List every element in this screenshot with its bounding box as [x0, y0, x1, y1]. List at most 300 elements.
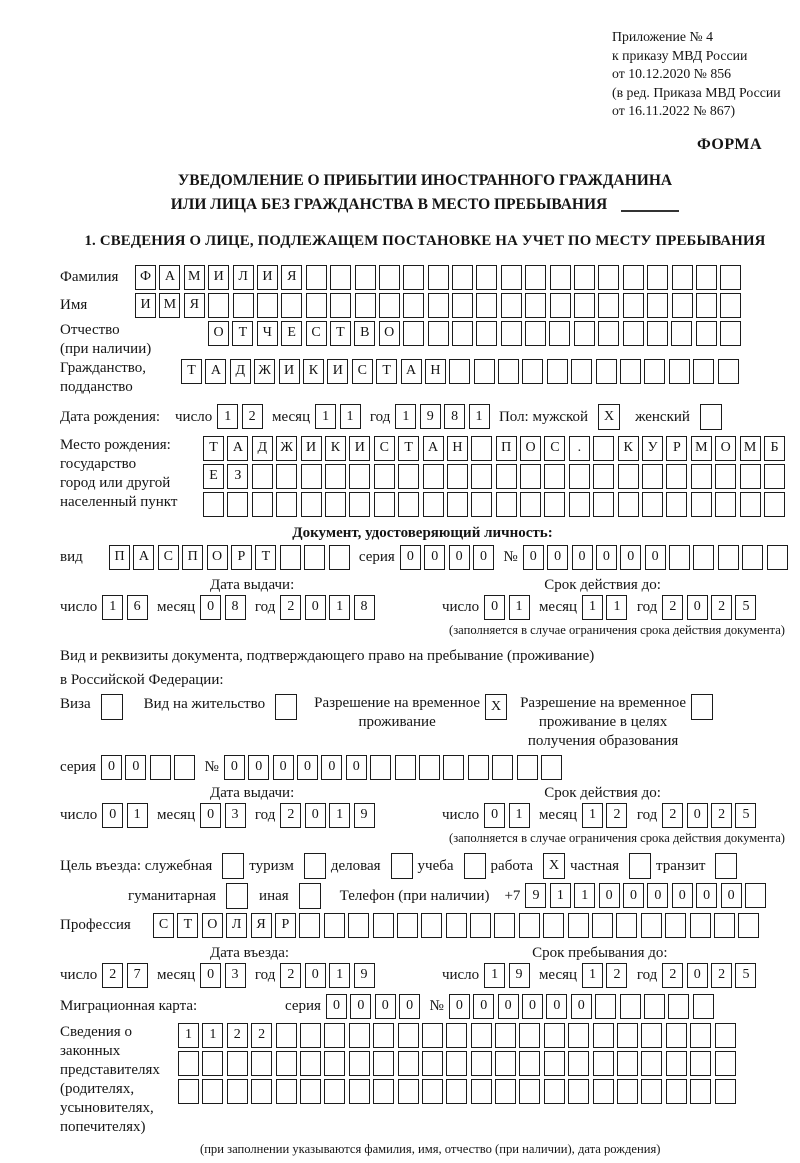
char-cell[interactable] — [174, 755, 195, 780]
char-cell[interactable] — [593, 436, 614, 461]
visa-checkbox[interactable] — [101, 694, 123, 720]
char-cell[interactable]: 1 — [202, 1023, 223, 1048]
char-cell[interactable] — [476, 293, 497, 318]
char-cell[interactable]: 0 — [101, 755, 122, 780]
char-cell[interactable] — [446, 913, 467, 938]
char-cell[interactable] — [593, 464, 614, 489]
char-cell[interactable]: О — [208, 321, 229, 346]
char-cell[interactable] — [620, 994, 641, 1019]
char-cell[interactable] — [669, 359, 690, 384]
char-cell[interactable] — [468, 755, 489, 780]
char-cell[interactable]: 8 — [225, 595, 246, 620]
char-cell[interactable]: 5 — [735, 963, 756, 988]
char-cell[interactable] — [520, 492, 541, 517]
char-cell[interactable]: 0 — [424, 545, 445, 570]
char-cell[interactable] — [715, 464, 736, 489]
char-cell[interactable] — [691, 492, 712, 517]
char-cell[interactable] — [470, 913, 491, 938]
char-cell[interactable]: 3 — [225, 803, 246, 828]
char-cell[interactable]: Н — [425, 359, 446, 384]
char-cell[interactable]: 2 — [280, 963, 301, 988]
char-cell[interactable]: 0 — [696, 883, 717, 908]
char-cell[interactable] — [373, 1023, 394, 1048]
temp-residence-checkbox[interactable]: X — [485, 694, 507, 720]
char-cell[interactable] — [501, 265, 522, 290]
char-cell[interactable]: 2 — [662, 803, 683, 828]
char-cell[interactable]: 0 — [672, 883, 693, 908]
char-cell[interactable]: 2 — [280, 595, 301, 620]
char-cell[interactable] — [428, 321, 449, 346]
char-cell[interactable] — [449, 359, 470, 384]
char-cell[interactable]: И — [349, 436, 370, 461]
char-cell[interactable]: 2 — [606, 803, 627, 828]
char-cell[interactable] — [373, 913, 394, 938]
char-cell[interactable]: 2 — [662, 963, 683, 988]
char-cell[interactable]: 1 — [178, 1023, 199, 1048]
char-cell[interactable]: Н — [447, 436, 468, 461]
char-cell[interactable] — [550, 293, 571, 318]
char-cell[interactable] — [281, 293, 302, 318]
char-cell[interactable] — [672, 293, 693, 318]
char-cell[interactable] — [691, 464, 712, 489]
char-cell[interactable] — [422, 1079, 443, 1104]
char-cell[interactable] — [379, 293, 400, 318]
char-cell[interactable]: О — [379, 321, 400, 346]
char-cell[interactable] — [715, 492, 736, 517]
char-cell[interactable]: 0 — [473, 994, 494, 1019]
char-cell[interactable]: 1 — [340, 404, 361, 429]
char-cell[interactable] — [398, 1051, 419, 1076]
char-cell[interactable]: 1 — [127, 803, 148, 828]
char-cell[interactable] — [522, 359, 543, 384]
char-cell[interactable]: Б — [764, 436, 785, 461]
char-cell[interactable] — [718, 545, 739, 570]
char-cell[interactable] — [280, 545, 301, 570]
char-cell[interactable] — [519, 1051, 540, 1076]
char-cell[interactable] — [642, 464, 663, 489]
char-cell[interactable] — [568, 1051, 589, 1076]
edu-residence-checkbox[interactable] — [691, 694, 713, 720]
char-cell[interactable]: Л — [233, 265, 254, 290]
char-cell[interactable]: Т — [398, 436, 419, 461]
char-cell[interactable] — [693, 994, 714, 1019]
char-cell[interactable] — [647, 265, 668, 290]
char-cell[interactable] — [306, 293, 327, 318]
char-cell[interactable] — [550, 265, 571, 290]
char-cell[interactable] — [571, 359, 592, 384]
char-cell[interactable] — [452, 265, 473, 290]
char-cell[interactable] — [715, 1079, 736, 1104]
purpose-private-checkbox[interactable] — [629, 853, 651, 879]
char-cell[interactable] — [718, 359, 739, 384]
char-cell[interactable]: 2 — [227, 1023, 248, 1048]
char-cell[interactable]: 0 — [687, 803, 708, 828]
char-cell[interactable] — [301, 492, 322, 517]
char-cell[interactable] — [617, 1051, 638, 1076]
char-cell[interactable] — [568, 913, 589, 938]
char-cell[interactable]: К — [325, 436, 346, 461]
char-cell[interactable]: 1 — [329, 803, 350, 828]
char-cell[interactable] — [501, 293, 522, 318]
char-cell[interactable] — [666, 1023, 687, 1048]
char-cell[interactable] — [520, 464, 541, 489]
char-cell[interactable] — [398, 492, 419, 517]
char-cell[interactable] — [620, 359, 641, 384]
char-cell[interactable] — [349, 1023, 370, 1048]
char-cell[interactable]: 0 — [623, 883, 644, 908]
char-cell[interactable] — [549, 321, 570, 346]
char-cell[interactable]: 0 — [687, 963, 708, 988]
char-cell[interactable] — [276, 1023, 297, 1048]
char-cell[interactable] — [617, 1023, 638, 1048]
char-cell[interactable] — [592, 913, 613, 938]
char-cell[interactable] — [740, 464, 761, 489]
char-cell[interactable]: 0 — [645, 545, 666, 570]
char-cell[interactable] — [471, 1051, 492, 1076]
char-cell[interactable]: 0 — [102, 803, 123, 828]
char-cell[interactable]: Т — [232, 321, 253, 346]
char-cell[interactable] — [397, 913, 418, 938]
purpose-study-checkbox[interactable] — [464, 853, 486, 879]
char-cell[interactable] — [740, 492, 761, 517]
char-cell[interactable] — [447, 492, 468, 517]
char-cell[interactable] — [423, 492, 444, 517]
char-cell[interactable]: 0 — [721, 883, 742, 908]
char-cell[interactable] — [257, 293, 278, 318]
char-cell[interactable]: Р — [275, 913, 296, 938]
char-cell[interactable]: 0 — [326, 994, 347, 1019]
char-cell[interactable]: 1 — [582, 595, 603, 620]
char-cell[interactable]: 0 — [620, 545, 641, 570]
char-cell[interactable] — [403, 265, 424, 290]
char-cell[interactable] — [471, 464, 492, 489]
char-cell[interactable] — [496, 464, 517, 489]
char-cell[interactable] — [690, 1079, 711, 1104]
char-cell[interactable] — [379, 265, 400, 290]
char-cell[interactable]: 9 — [354, 963, 375, 988]
char-cell[interactable]: П — [109, 545, 130, 570]
char-cell[interactable] — [668, 994, 689, 1019]
char-cell[interactable] — [598, 265, 619, 290]
char-cell[interactable] — [738, 913, 759, 938]
char-cell[interactable] — [616, 913, 637, 938]
char-cell[interactable] — [569, 492, 590, 517]
char-cell[interactable] — [696, 293, 717, 318]
char-cell[interactable]: 2 — [662, 595, 683, 620]
char-cell[interactable] — [598, 321, 619, 346]
char-cell[interactable] — [720, 321, 741, 346]
char-cell[interactable]: С — [544, 436, 565, 461]
char-cell[interactable]: У — [642, 436, 663, 461]
char-cell[interactable] — [233, 293, 254, 318]
char-cell[interactable] — [641, 1079, 662, 1104]
char-cell[interactable] — [330, 293, 351, 318]
char-cell[interactable] — [355, 265, 376, 290]
char-cell[interactable] — [525, 321, 546, 346]
purpose-work-checkbox[interactable]: X — [543, 853, 565, 879]
purpose-other-checkbox[interactable] — [299, 883, 321, 909]
char-cell[interactable] — [304, 545, 325, 570]
char-cell[interactable] — [349, 1051, 370, 1076]
char-cell[interactable] — [325, 492, 346, 517]
char-cell[interactable]: М — [159, 293, 180, 318]
char-cell[interactable]: 1 — [395, 404, 416, 429]
char-cell[interactable] — [544, 1023, 565, 1048]
char-cell[interactable]: Ч — [257, 321, 278, 346]
char-cell[interactable] — [495, 1051, 516, 1076]
char-cell[interactable]: 8 — [444, 404, 465, 429]
char-cell[interactable] — [202, 1079, 223, 1104]
char-cell[interactable]: М — [691, 436, 712, 461]
char-cell[interactable]: 1 — [484, 963, 505, 988]
char-cell[interactable] — [370, 755, 391, 780]
char-cell[interactable]: 0 — [305, 595, 326, 620]
char-cell[interactable]: 8 — [354, 595, 375, 620]
char-cell[interactable] — [647, 293, 668, 318]
char-cell[interactable] — [764, 492, 785, 517]
char-cell[interactable]: 0 — [596, 545, 617, 570]
char-cell[interactable] — [471, 1023, 492, 1048]
char-cell[interactable] — [544, 464, 565, 489]
char-cell[interactable] — [452, 321, 473, 346]
char-cell[interactable] — [428, 293, 449, 318]
char-cell[interactable] — [617, 1079, 638, 1104]
char-cell[interactable] — [644, 994, 665, 1019]
char-cell[interactable] — [492, 755, 513, 780]
char-cell[interactable]: Ж — [254, 359, 275, 384]
char-cell[interactable]: 0 — [571, 994, 592, 1019]
char-cell[interactable]: 2 — [711, 595, 732, 620]
purpose-tourism-checkbox[interactable] — [304, 853, 326, 879]
char-cell[interactable] — [574, 293, 595, 318]
char-cell[interactable] — [544, 1079, 565, 1104]
char-cell[interactable] — [446, 1079, 467, 1104]
male-checkbox[interactable]: X — [598, 404, 620, 430]
char-cell[interactable]: 0 — [399, 994, 420, 1019]
char-cell[interactable] — [543, 913, 564, 938]
char-cell[interactable]: 1 — [606, 595, 627, 620]
char-cell[interactable]: 0 — [400, 545, 421, 570]
char-cell[interactable]: А — [227, 436, 248, 461]
char-cell[interactable] — [642, 492, 663, 517]
char-cell[interactable]: 0 — [572, 545, 593, 570]
char-cell[interactable] — [501, 321, 522, 346]
char-cell[interactable] — [300, 1051, 321, 1076]
char-cell[interactable]: К — [303, 359, 324, 384]
char-cell[interactable]: И — [327, 359, 348, 384]
char-cell[interactable]: 0 — [273, 755, 294, 780]
char-cell[interactable]: 0 — [224, 755, 245, 780]
char-cell[interactable] — [428, 265, 449, 290]
char-cell[interactable] — [419, 755, 440, 780]
char-cell[interactable] — [541, 755, 562, 780]
char-cell[interactable]: 0 — [346, 755, 367, 780]
char-cell[interactable] — [672, 265, 693, 290]
char-cell[interactable]: А — [205, 359, 226, 384]
char-cell[interactable] — [276, 492, 297, 517]
char-cell[interactable] — [324, 1079, 345, 1104]
char-cell[interactable] — [398, 1023, 419, 1048]
char-cell[interactable]: 6 — [127, 595, 148, 620]
char-cell[interactable]: С — [158, 545, 179, 570]
char-cell[interactable]: 0 — [599, 883, 620, 908]
char-cell[interactable]: О — [202, 913, 223, 938]
char-cell[interactable]: 0 — [321, 755, 342, 780]
char-cell[interactable] — [544, 1051, 565, 1076]
char-cell[interactable] — [495, 1023, 516, 1048]
char-cell[interactable]: И — [279, 359, 300, 384]
char-cell[interactable]: 1 — [509, 803, 530, 828]
char-cell[interactable]: 9 — [354, 803, 375, 828]
char-cell[interactable] — [423, 464, 444, 489]
char-cell[interactable]: 1 — [217, 404, 238, 429]
char-cell[interactable] — [517, 755, 538, 780]
char-cell[interactable]: 0 — [484, 595, 505, 620]
char-cell[interactable]: Т — [330, 321, 351, 346]
char-cell[interactable]: И — [257, 265, 278, 290]
char-cell[interactable] — [519, 913, 540, 938]
char-cell[interactable]: А — [133, 545, 154, 570]
char-cell[interactable]: 0 — [350, 994, 371, 1019]
char-cell[interactable] — [447, 464, 468, 489]
char-cell[interactable]: 0 — [687, 595, 708, 620]
char-cell[interactable] — [647, 321, 668, 346]
char-cell[interactable]: 0 — [546, 994, 567, 1019]
char-cell[interactable] — [403, 321, 424, 346]
char-cell[interactable] — [745, 883, 766, 908]
char-cell[interactable]: 0 — [523, 545, 544, 570]
char-cell[interactable]: А — [401, 359, 422, 384]
char-cell[interactable] — [476, 321, 497, 346]
char-cell[interactable]: Т — [203, 436, 224, 461]
char-cell[interactable] — [349, 1079, 370, 1104]
char-cell[interactable]: Л — [226, 913, 247, 938]
char-cell[interactable] — [422, 1023, 443, 1048]
char-cell[interactable]: 1 — [550, 883, 571, 908]
purpose-humanitarian-checkbox[interactable] — [226, 883, 248, 909]
char-cell[interactable]: 0 — [484, 803, 505, 828]
char-cell[interactable]: Ж — [276, 436, 297, 461]
char-cell[interactable]: 0 — [305, 803, 326, 828]
char-cell[interactable] — [742, 545, 763, 570]
char-cell[interactable] — [568, 1023, 589, 1048]
char-cell[interactable] — [690, 1023, 711, 1048]
char-cell[interactable]: 0 — [200, 803, 221, 828]
char-cell[interactable] — [329, 545, 350, 570]
char-cell[interactable]: Я — [281, 265, 302, 290]
char-cell[interactable] — [671, 321, 692, 346]
char-cell[interactable] — [355, 293, 376, 318]
char-cell[interactable]: 0 — [375, 994, 396, 1019]
char-cell[interactable] — [202, 1051, 223, 1076]
char-cell[interactable] — [574, 265, 595, 290]
char-cell[interactable] — [519, 1079, 540, 1104]
char-cell[interactable] — [641, 1051, 662, 1076]
char-cell[interactable] — [251, 1051, 272, 1076]
char-cell[interactable]: И — [135, 293, 156, 318]
char-cell[interactable]: 1 — [102, 595, 123, 620]
char-cell[interactable] — [720, 265, 741, 290]
char-cell[interactable]: 2 — [711, 803, 732, 828]
char-cell[interactable]: 0 — [297, 755, 318, 780]
char-cell[interactable]: Т — [181, 359, 202, 384]
residence-permit-checkbox[interactable] — [275, 694, 297, 720]
char-cell[interactable]: 1 — [315, 404, 336, 429]
char-cell[interactable] — [324, 1023, 345, 1048]
char-cell[interactable] — [618, 464, 639, 489]
char-cell[interactable]: 1 — [469, 404, 490, 429]
char-cell[interactable]: 0 — [449, 545, 470, 570]
char-cell[interactable]: Я — [184, 293, 205, 318]
char-cell[interactable] — [276, 1079, 297, 1104]
char-cell[interactable]: 1 — [329, 963, 350, 988]
char-cell[interactable]: И — [301, 436, 322, 461]
char-cell[interactable]: 0 — [200, 595, 221, 620]
char-cell[interactable] — [498, 359, 519, 384]
char-cell[interactable] — [623, 293, 644, 318]
char-cell[interactable] — [476, 265, 497, 290]
char-cell[interactable]: Е — [281, 321, 302, 346]
char-cell[interactable] — [593, 1051, 614, 1076]
char-cell[interactable]: О — [520, 436, 541, 461]
char-cell[interactable] — [150, 755, 171, 780]
char-cell[interactable] — [324, 913, 345, 938]
char-cell[interactable]: З — [227, 464, 248, 489]
char-cell[interactable] — [251, 1079, 272, 1104]
char-cell[interactable]: А — [423, 436, 444, 461]
char-cell[interactable]: 0 — [449, 994, 470, 1019]
char-cell[interactable] — [568, 1079, 589, 1104]
char-cell[interactable]: Т — [177, 913, 198, 938]
char-cell[interactable] — [300, 1023, 321, 1048]
char-cell[interactable]: 2 — [251, 1023, 272, 1048]
char-cell[interactable] — [452, 293, 473, 318]
char-cell[interactable]: Р — [666, 436, 687, 461]
char-cell[interactable] — [623, 265, 644, 290]
char-cell[interactable] — [301, 464, 322, 489]
char-cell[interactable] — [690, 1051, 711, 1076]
char-cell[interactable] — [767, 545, 788, 570]
char-cell[interactable]: И — [208, 265, 229, 290]
char-cell[interactable] — [227, 492, 248, 517]
char-cell[interactable] — [300, 1079, 321, 1104]
char-cell[interactable] — [471, 436, 492, 461]
char-cell[interactable] — [618, 492, 639, 517]
char-cell[interactable] — [373, 1051, 394, 1076]
char-cell[interactable] — [443, 755, 464, 780]
char-cell[interactable] — [398, 1079, 419, 1104]
char-cell[interactable]: 3 — [225, 963, 246, 988]
char-cell[interactable] — [349, 492, 370, 517]
char-cell[interactable]: 0 — [647, 883, 668, 908]
char-cell[interactable] — [720, 293, 741, 318]
char-cell[interactable] — [666, 464, 687, 489]
char-cell[interactable] — [690, 913, 711, 938]
char-cell[interactable]: 0 — [473, 545, 494, 570]
char-cell[interactable]: Р — [231, 545, 252, 570]
char-cell[interactable]: М — [184, 265, 205, 290]
char-cell[interactable] — [696, 265, 717, 290]
char-cell[interactable] — [422, 1051, 443, 1076]
char-cell[interactable]: 0 — [498, 994, 519, 1019]
char-cell[interactable]: 0 — [522, 994, 543, 1019]
char-cell[interactable]: П — [182, 545, 203, 570]
char-cell[interactable] — [641, 1023, 662, 1048]
char-cell[interactable] — [495, 1079, 516, 1104]
char-cell[interactable] — [641, 913, 662, 938]
char-cell[interactable]: 9 — [525, 883, 546, 908]
char-cell[interactable] — [569, 464, 590, 489]
